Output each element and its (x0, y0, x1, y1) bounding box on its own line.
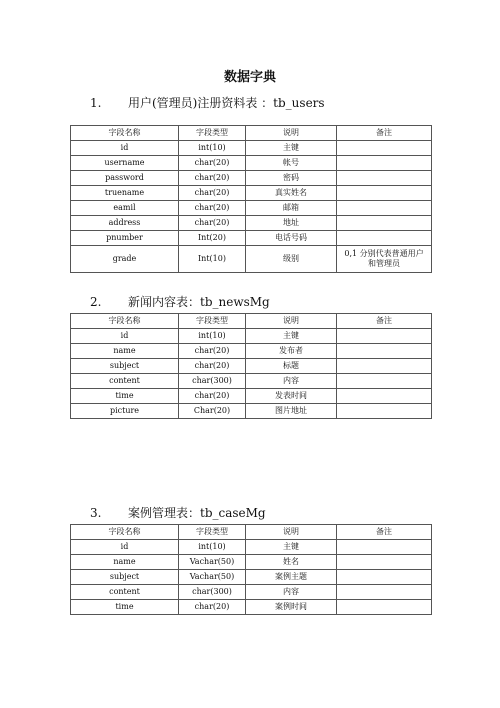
field-name-cell: time (71, 600, 179, 615)
table-row (71, 171, 432, 186)
table-row (71, 389, 432, 404)
column-header: 字段名称 (71, 126, 179, 141)
description-cell: 电话号码 (246, 231, 337, 246)
field-name-cell: password (71, 171, 179, 186)
field-name-cell: truename (71, 186, 179, 201)
column-header: 字段类型 (179, 525, 246, 540)
remark-cell (337, 555, 432, 570)
description-cell: 主键 (246, 141, 337, 156)
column-header: 字段名称 (71, 314, 179, 329)
remark-cell (337, 540, 432, 555)
section-title: 案例管理表：tb_caseMg (128, 506, 266, 520)
remark-cell: 0,1 分别代表普通用户和管理员 (337, 246, 432, 273)
field-type-cell: char(20) (179, 359, 246, 374)
field-name-cell: address (71, 216, 179, 231)
document-title: 数据字典 (223, 70, 276, 85)
remark-cell (337, 389, 432, 404)
description-cell: 案例主题 (246, 570, 337, 585)
table-row (71, 359, 432, 374)
description-cell: 内容 (246, 585, 337, 600)
field-type-cell: char(300) (179, 585, 246, 600)
field-type-cell: char(20) (179, 186, 246, 201)
field-type-cell: Int(20) (179, 231, 246, 246)
description-cell: 发布者 (246, 344, 337, 359)
column-header: 说明 (246, 126, 337, 141)
description-cell: 姓名 (246, 555, 337, 570)
description-cell: 案例时间 (246, 600, 337, 615)
column-header: 备注 (337, 314, 432, 329)
section-heading (90, 504, 266, 521)
table-header-row (71, 525, 432, 540)
remark-cell (337, 186, 432, 201)
field-name-cell: time (71, 389, 179, 404)
field-name-cell: name (71, 555, 179, 570)
description-cell: 级别 (246, 246, 337, 273)
table-row (71, 570, 432, 585)
field-type-cell: char(20) (179, 201, 246, 216)
remark-cell (337, 600, 432, 615)
table-row (71, 329, 432, 344)
field-name-cell: subject (71, 359, 179, 374)
field-type-cell: Int(10) (179, 246, 246, 273)
description-cell: 帐号 (246, 156, 337, 171)
remark-cell (337, 570, 432, 585)
table-row (71, 156, 432, 171)
remark-cell (337, 141, 432, 156)
field-name-cell: pnumber (71, 231, 179, 246)
description-cell: 地址 (246, 216, 337, 231)
field-type-cell: int(10) (179, 540, 246, 555)
field-type-cell: char(20) (179, 389, 246, 404)
remark-cell (337, 329, 432, 344)
remark-cell (337, 216, 432, 231)
table-header-row (71, 126, 432, 141)
news-table (70, 313, 432, 419)
remark-cell (337, 231, 432, 246)
field-type-cell: char(20) (179, 156, 246, 171)
table-row (71, 555, 432, 570)
field-type-cell: char(20) (179, 600, 246, 615)
remark-cell (337, 585, 432, 600)
table-row (71, 540, 432, 555)
description-cell: 主键 (246, 329, 337, 344)
description-cell: 真实姓名 (246, 186, 337, 201)
table-row (71, 186, 432, 201)
field-name-cell: id (71, 540, 179, 555)
remark-cell (337, 359, 432, 374)
description-cell: 图片地址 (246, 404, 337, 419)
column-header: 说明 (246, 525, 337, 540)
remark-cell (337, 156, 432, 171)
field-type-cell: Vachar(50) (179, 555, 246, 570)
field-type-cell: char(300) (179, 374, 246, 389)
column-header: 备注 (337, 525, 432, 540)
table-row (71, 231, 432, 246)
table-header-row (71, 314, 432, 329)
field-name-cell: content (71, 585, 179, 600)
table-row (71, 216, 432, 231)
remark-cell (337, 171, 432, 186)
description-cell: 主键 (246, 540, 337, 555)
remark-cell (337, 374, 432, 389)
field-type-cell: char(20) (179, 171, 246, 186)
field-name-cell: id (71, 141, 179, 156)
table-row (71, 344, 432, 359)
description-cell: 邮箱 (246, 201, 337, 216)
table-row (71, 141, 432, 156)
section-number: 3. (90, 506, 102, 520)
description-cell: 内容 (246, 374, 337, 389)
remark-cell (337, 404, 432, 419)
field-name-cell: username (71, 156, 179, 171)
section-heading (90, 293, 270, 310)
field-type-cell: int(10) (179, 329, 246, 344)
table-row (71, 404, 432, 419)
field-type-cell: Char(20) (179, 404, 246, 419)
table-row (71, 374, 432, 389)
field-name-cell: content (71, 374, 179, 389)
column-header: 说明 (246, 314, 337, 329)
table-row (71, 600, 432, 615)
remark-cell (337, 201, 432, 216)
field-type-cell: char(20) (179, 216, 246, 231)
column-header: 字段名称 (71, 525, 179, 540)
field-type-cell: Vachar(50) (179, 570, 246, 585)
field-name-cell: picture (71, 404, 179, 419)
table-row (71, 201, 432, 216)
table-row (71, 585, 432, 600)
section-number: 1. (90, 96, 102, 110)
field-name-cell: name (71, 344, 179, 359)
section-title: 用户(管理员)注册资料表 ：tb_users (128, 96, 325, 110)
column-header: 字段类型 (179, 314, 246, 329)
field-name-cell: eamil (71, 201, 179, 216)
field-type-cell: int(10) (179, 141, 246, 156)
field-type-cell: char(20) (179, 344, 246, 359)
section-heading (90, 94, 325, 111)
case-table (70, 524, 432, 615)
field-name-cell: grade (71, 246, 179, 273)
description-cell: 密码 (246, 171, 337, 186)
users-table (70, 125, 432, 273)
column-header: 字段类型 (179, 126, 246, 141)
field-name-cell: id (71, 329, 179, 344)
description-cell: 发表时间 (246, 389, 337, 404)
section-number: 2. (90, 295, 102, 309)
field-name-cell: subject (71, 570, 179, 585)
description-cell: 标题 (246, 359, 337, 374)
table-row (71, 246, 432, 273)
remark-cell (337, 344, 432, 359)
column-header: 备注 (337, 126, 432, 141)
section-title: 新闻内容表：tb_newsMg (128, 295, 270, 309)
